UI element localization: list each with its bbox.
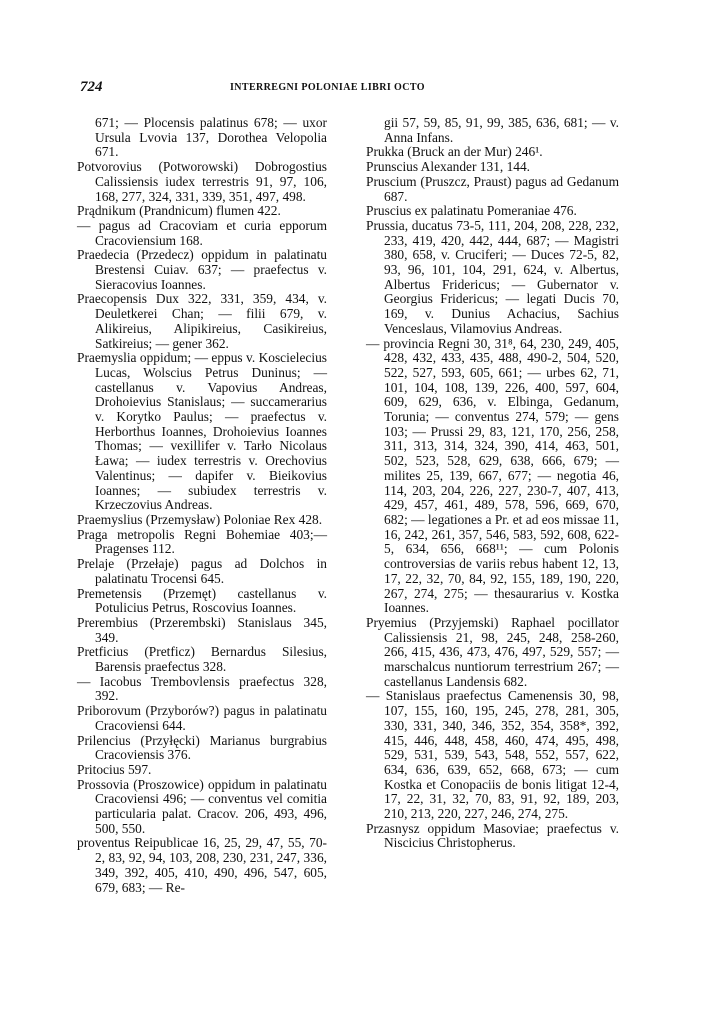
index-entry: Praemyslia oppidum; — eppus v. Koscielecius Lucas, Wolscius Petrus Duninus; — castellanus v. Vapovius Andreas, Drohoievius Stanislaus; — succamerarius v. Korytko Paulus; — praefectus v. Herborthus Ioannes, Drohoievius Ioannes Thomas; — vexillifer v. Tarło Nicolaus Ława; — iudex terrestris v. Orechovius Valentinus; — dapifer v. Bieikovius Ioannes; — subiudex terrestris v. Krzeczovius Andreas.	[77, 350, 327, 513]
index-entry: Prerembius (Przerembski) Stanislaus 345, 349.	[77, 614, 327, 645]
page-number: 724	[80, 79, 103, 95]
index-entry: Prunscius Alexander 131, 144.	[366, 159, 531, 175]
index-entry: Pruscium (Pruszcz, Praust) pagus ad Gedanum 687.	[366, 173, 619, 204]
index-entry: 671; — Plocensis palatinus 678; — uxor Ursula Lvovia 137, Dorothea Velopolia 671.	[95, 115, 327, 160]
index-entry: Pryemius (Przyjemski) Raphael pocillator Calissiensis 21, 98, 245, 248, 258-260, 266, 415, 436, 473, 476, 497, 529, 557; — marschalcus nuntiorum terrestrium 267; — castellanus Landensis 682.	[366, 614, 619, 689]
index-entry: Potvorovius (Potworowski) Dobrogostius Calissiensis iudex terrestris 91, 97, 106, 168, 277, 324, 331, 339, 351, 497, 498.	[77, 159, 327, 204]
index-entry: Praga metropolis Regni Bohemiae 403;— Pragenses 112.	[77, 526, 327, 557]
index-entry: Prilencius (Przyłęcki) Marianus burgrabius Cracoviensis 376.	[77, 732, 327, 763]
index-entry: Pretficius (Pretficz) Bernardus Silesius, Barensis praefectus 328.	[77, 644, 327, 675]
index-entry: Przasnysz oppidum Masoviae; praefectus v. Niscicius Christopherus.	[366, 820, 619, 851]
index-column-right	[366, 116, 619, 851]
index-entry: Prądnikum (Prandnicum) flumen 422.	[77, 203, 281, 219]
index-entry: gii 57, 59, 85, 91, 99, 385, 636, 681; — v. Anna Infans.	[384, 115, 619, 145]
index-entry: Praedecia (Przedecz) oppidum in palatinatu Brestensi Cuiav. 637; — praefectus v. Sieracovius Ioannes.	[77, 247, 327, 292]
index-entry: Prossovia (Proszowice) oppidum in palatinatu Cracoviensi 496; — conventus vel comitia particularia palat. Cracov. 206, 493, 496, 500, 550.	[77, 776, 327, 836]
index-entry: Premetensis (Przemęt) castellanus v. Potulicius Petrus, Roscovius Ioannes.	[77, 585, 327, 616]
index-entry: proventus Reipublicae 16, 25, 29, 47, 55, 70-2, 83, 92, 94, 103, 208, 230, 231, 247, 336, 349, 392, 405, 410, 490, 496, 547, 605, 679, 683; — Re-	[77, 835, 327, 895]
index-entry: Prukka (Bruck an der Mur) 246¹.	[366, 144, 543, 160]
index-entry: — Iacobus Trembovlensis praefectus 328, 392.	[77, 673, 327, 704]
index-entry: — Stanislaus praefectus Camenensis 30, 98, 107, 155, 160, 195, 245, 278, 281, 305, 330, 331, 340, 346, 352, 354, 358*, 392, 415, 446, 448, 458, 460, 474, 495, 498, 529, 531, 539, 543, 548, 552, 557, 622, 634, 636, 639, 652, 668, 673; — cum Kostka et Conopaciis de bonis litigat 12-4, 17, 22, 31, 32, 70, 83, 91, 92, 189, 203, 210, 213, 220, 227, 246, 274, 275.	[366, 688, 619, 822]
index-entry: Prussia, ducatus 73-5, 111, 204, 208, 228, 232, 233, 419, 420, 442, 444, 687; — Magistri 380, 658, v. Cruciferi; — Duces 72-5, 82, 93, 96, 101, 104, 291, 624, v. Albertus, Albertus Fridericus; — Gubernator v. Georgius Fridericus; — legati Ducis 70, 169, v. Dunius Achacius, Sachius Venceslaus, Vilamovius Andreas.	[366, 217, 619, 336]
running-title: INTERREGNI POLONIAE LIBRI OCTO	[230, 82, 425, 93]
index-entry: Priborovum (Przyborów?) pagus in palatinatu Cracoviensi 644.	[77, 703, 327, 733]
index-entry: Prelaje (Przełaje) pagus ad Dolchos in palatinatu Trocensi 645.	[77, 556, 327, 586]
index-entry: — provincia Regni 30, 31⁸, 64, 230, 249, 405, 428, 432, 433, 435, 488, 490-2, 504, 520, 522, 527, 593, 605, 661; — urbes 62, 71, 101, 104, 108, 139, 226, 400, 597, 604, 609, 629, 636, v. Elbinga, Gedanum, Torunia; — conventus 274, 579; — gens 103; — Prussi 29, 83, 121, 170, 256, 258, 311, 313, 314, 324, 390, 414, 463, 501, 502, 523, 528, 629, 638, 666, 679; — milites 25, 139, 667, 677; — negotia 46, 114, 203, 204, 226, 227, 230-7, 407, 413, 429, 457, 461, 489, 578, 596, 669, 670, 682; — legationes a Pr. et ad eos missae 11, 16, 242, 261, 357, 546, 583, 592, 608, 622-5, 634, 656, 668¹¹; — cum Polonis controversias de variis rebus habent 12, 13, 17, 22, 32, 70, 84, 92, 155, 189, 190, 220, 267, 274, 275; — thesaurarius v. Kostka Ioannes.	[366, 335, 619, 616]
index-entry: Pritocius 597.	[77, 761, 152, 777]
index-entry: Praemyslius (Przemysław) Poloniae Rex 428.	[77, 511, 323, 527]
index-entry: Pruscius ex palatinatu Pomeraniae 476.	[366, 203, 577, 219]
index-entry: Praecopensis Dux 322, 331, 359, 434, v. Deuletkerei Chan; — filii 679, v. Alikireius, Alipikireius, Casikireius, Satkireius; — gener 362.	[77, 291, 327, 351]
index-entry: — pagus ad Cracoviam et curia epporum Cracoviensium 168.	[77, 217, 327, 248]
index-column-left	[77, 116, 327, 895]
page-header	[80, 79, 640, 99]
